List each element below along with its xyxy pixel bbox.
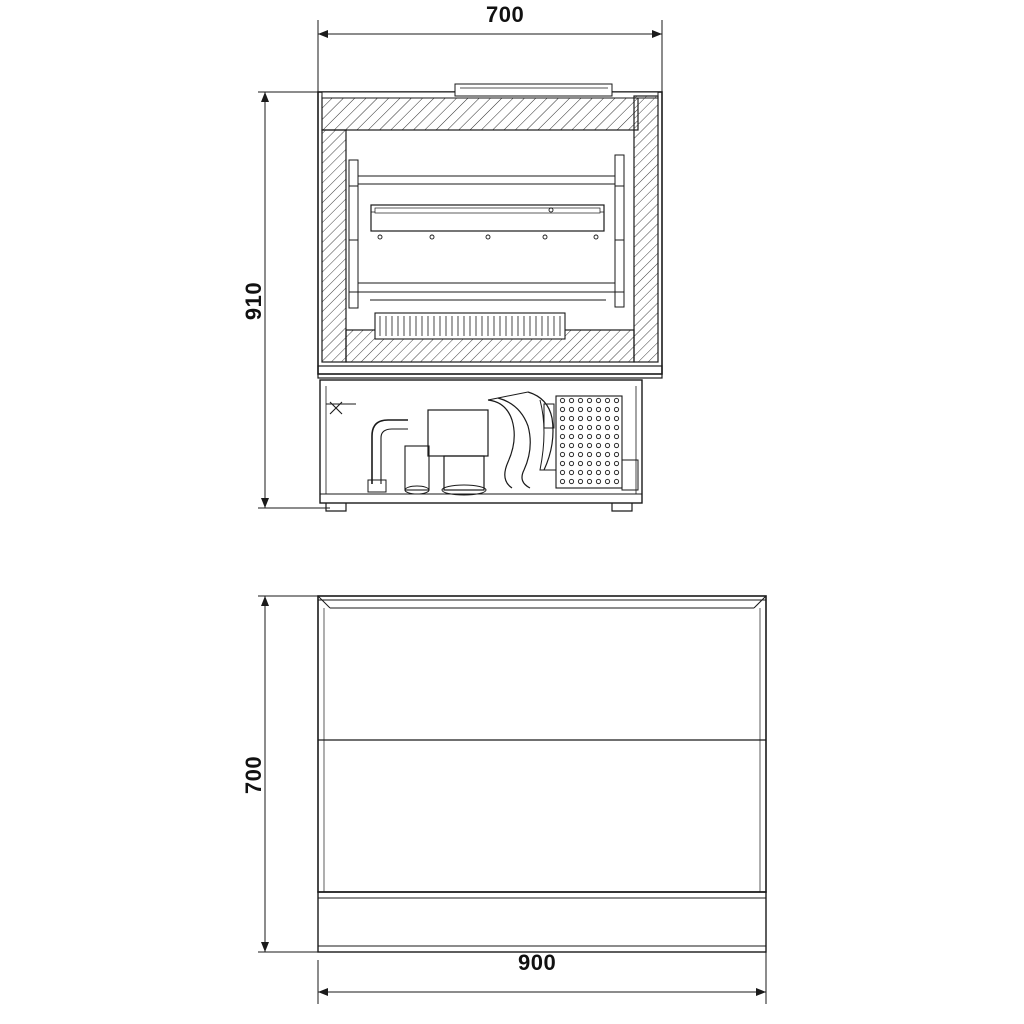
- evaporator-grille: [375, 313, 565, 339]
- dimension-label-width-700-top: 700: [486, 2, 525, 27]
- dimension-label-width-900-bottom: 900: [518, 950, 557, 975]
- dimension-label-height-910-left: 910: [241, 281, 266, 321]
- dimension-label-height-700-left: 700: [241, 755, 266, 795]
